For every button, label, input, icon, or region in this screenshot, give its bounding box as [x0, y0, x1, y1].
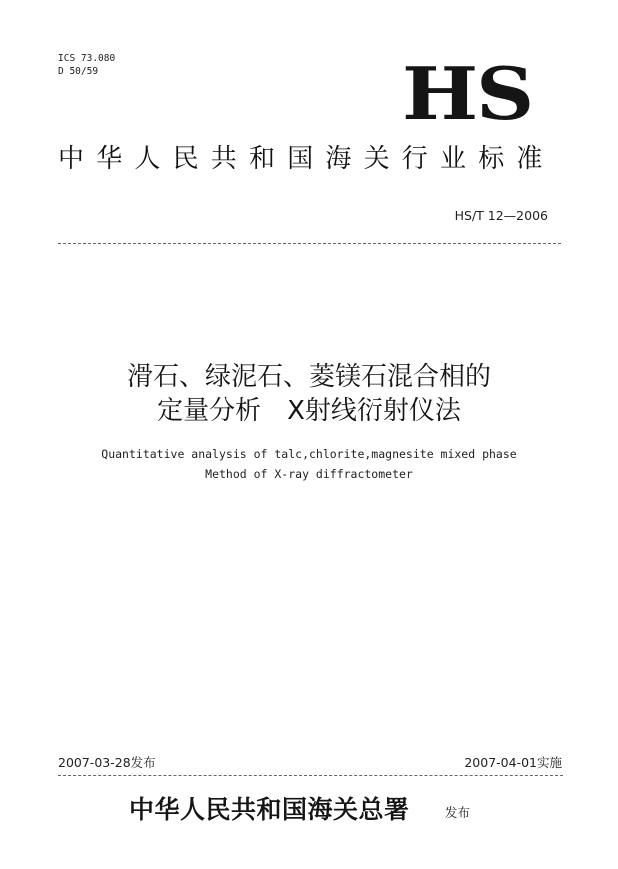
class-code: D 50/59: [58, 66, 99, 77]
bottom-divider: [58, 775, 563, 776]
publish-label: 发布: [445, 805, 471, 820]
english-title-line-1: Quantitative analysis of talc,chlorite,magnesite mixed phase: [101, 447, 517, 461]
ics-code: ICS 73.080: [58, 53, 116, 64]
publisher-name: 中华人民共和国海关总署: [129, 795, 410, 824]
implementation-date: 2007-04-01实施: [464, 755, 562, 770]
standard-number: HS/T 12—2006: [454, 208, 548, 223]
hs-logo: HS: [402, 51, 532, 136]
classification-codes: [58, 52, 115, 78]
top-divider: [58, 243, 561, 244]
chinese-title-line-1: 滑石、绿泥石、菱镁石混合相的: [126, 362, 491, 392]
industry-standard-heading: 中华人民共和国海关行业标准: [58, 144, 555, 174]
english-title-line-2: Method of X-ray diffractometer: [205, 467, 413, 481]
issue-date: 2007-03-28发布: [58, 755, 156, 770]
chinese-title-line-2: 定量分析 X射线衍射仪法: [157, 396, 461, 426]
